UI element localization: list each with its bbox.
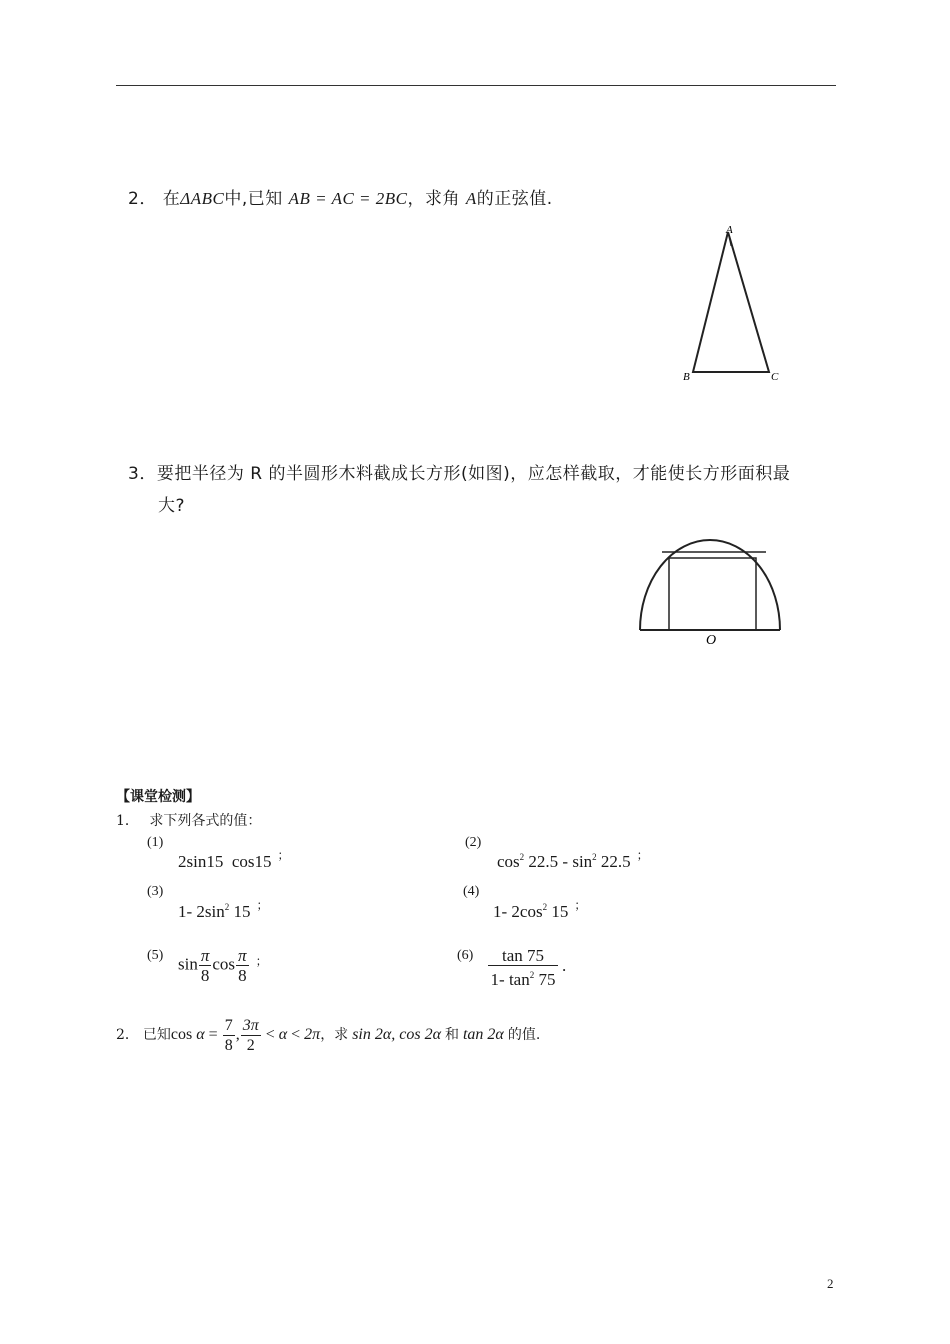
triangle-figure (676, 222, 806, 390)
item-5-expression (178, 946, 268, 985)
item-5-fraction-1 (199, 946, 212, 985)
vertex-b-label: B (683, 371, 690, 383)
inscribed-rectangle (669, 558, 756, 630)
item-6-label: (6) (457, 948, 474, 963)
item-4-angle: 15 (551, 902, 569, 921)
problem-number: 1． (116, 813, 139, 829)
item-2-label: (2) (465, 835, 482, 850)
item-4-semicolon: ； (574, 898, 587, 912)
p2-equals: = (208, 1026, 218, 1044)
item-3-square: 2 (224, 902, 230, 912)
q2-text-1: 在 (162, 189, 181, 209)
semicircle-figure (630, 522, 790, 647)
p2-denominator-2: 2 (246, 1037, 255, 1054)
triangle-outline (693, 232, 769, 372)
item-6-square: 2 (529, 970, 535, 980)
item-3-expression (178, 896, 269, 922)
item-6-fraction (488, 946, 558, 989)
item-2-angle-1: 22.5 (528, 852, 559, 871)
item-3-term-a: 1- 2sin (178, 902, 225, 921)
item-5-sin: sin (178, 954, 198, 974)
p2-alpha-2: α (278, 1026, 288, 1044)
item-5-label: (5) (147, 948, 164, 963)
q3-line-2: 大? (158, 496, 186, 516)
item-4-term-a: 1- 2cos (493, 902, 543, 921)
item-3-label: (3) (147, 884, 164, 899)
p2-text-4: 的值. (507, 1027, 541, 1044)
q2-text-3: ，求角 (407, 189, 460, 209)
q2-equation: AB = AC = 2BC (288, 189, 408, 208)
p2-two-pi: 2π (304, 1026, 321, 1044)
item-6-den-a: 1- tan (490, 970, 530, 989)
p2-alpha: α (196, 1026, 205, 1044)
item-2-expression (497, 846, 649, 872)
item-2-square-1: 2 (519, 852, 525, 862)
problem-1-text: 求下列各式的值： (149, 813, 262, 829)
semicircle-arc (640, 540, 780, 630)
p2-text-2: ，求 (320, 1027, 349, 1044)
item-4-square: 2 (542, 902, 548, 912)
item-1-term-b: cos15 (231, 852, 272, 871)
question-number: 3． (128, 464, 157, 484)
p2-comma: , (235, 1026, 240, 1044)
vertex-c-label: C (771, 371, 779, 383)
item-4-label: (4) (463, 884, 480, 899)
p2-fraction-3pi-2 (241, 1016, 261, 1055)
p2-cos: cos (170, 1026, 193, 1044)
item-5-denominator-1: 8 (200, 966, 210, 985)
question-number: 2． (128, 189, 157, 209)
p2-text-1: 已知 (142, 1027, 171, 1044)
q2-variable-a: A (465, 189, 477, 208)
question-2 (128, 184, 553, 209)
item-2-cos: cos (497, 852, 520, 871)
item-2-square-2: 2 (592, 852, 597, 862)
item-2-semicolon: ； (636, 848, 649, 862)
item-2-angle-2: 22.5 (600, 852, 631, 871)
p2-denominator-8: 8 (224, 1037, 233, 1054)
p2-less-than-1: < (265, 1026, 275, 1044)
p2-expressions: sin 2α, cos 2α (352, 1026, 441, 1044)
item-5-numerator-1: π (200, 946, 210, 965)
item-5-cos: cos (212, 954, 236, 974)
p2-numerator-3pi: 3π (242, 1017, 259, 1034)
item-1-semicolon: ； (277, 848, 290, 862)
item-2-sin: - sin (562, 852, 593, 871)
q3-line-1: 要把半径为 R 的半圆形木料截成长方形(如图)，应怎样截取，才能使长方形面积最 (156, 464, 791, 484)
item-5-fraction-2 (236, 946, 249, 985)
p2-less-than-2: < (291, 1026, 301, 1044)
item-4-expression (493, 896, 586, 922)
problem-2 (116, 1016, 540, 1055)
p2-tan: tan 2α (462, 1026, 504, 1044)
p2-numerator-7: 7 (224, 1017, 233, 1034)
p2-fraction-7-8 (223, 1016, 235, 1055)
problem-number: 2． (116, 1027, 139, 1044)
q2-text-4: 的正弦值. (476, 189, 553, 209)
item-1-expression (178, 846, 290, 872)
header-rule (116, 85, 836, 86)
question-3 (128, 458, 858, 522)
problem-1-stem (116, 810, 261, 830)
item-3-semicolon: ； (256, 898, 269, 912)
page-number: 2 (827, 1276, 834, 1291)
item-3-angle: 15 (233, 902, 251, 921)
item-5-numerator-2: π (238, 946, 247, 965)
p2-text-3: 和 (444, 1027, 459, 1044)
item-6-numerator: tan 75 (488, 946, 558, 966)
center-label: O (706, 633, 717, 647)
item-5-semicolon: ； (255, 954, 268, 969)
item-6-expression (488, 946, 566, 989)
item-1-term-a: 2sin15 (178, 852, 224, 871)
vertex-a-label: A (726, 224, 733, 236)
item-6-den-b: 75 (538, 970, 556, 989)
item-6-denominator (489, 966, 558, 989)
triangle-symbol: ΔABC (180, 189, 225, 208)
item-6-period: . (562, 956, 567, 976)
item-1-label: (1) (147, 835, 164, 850)
section-heading: 【课堂检测】 (116, 789, 200, 805)
item-5-denominator-2: 8 (238, 966, 247, 985)
q2-text-2: 中,已知 (224, 189, 283, 209)
